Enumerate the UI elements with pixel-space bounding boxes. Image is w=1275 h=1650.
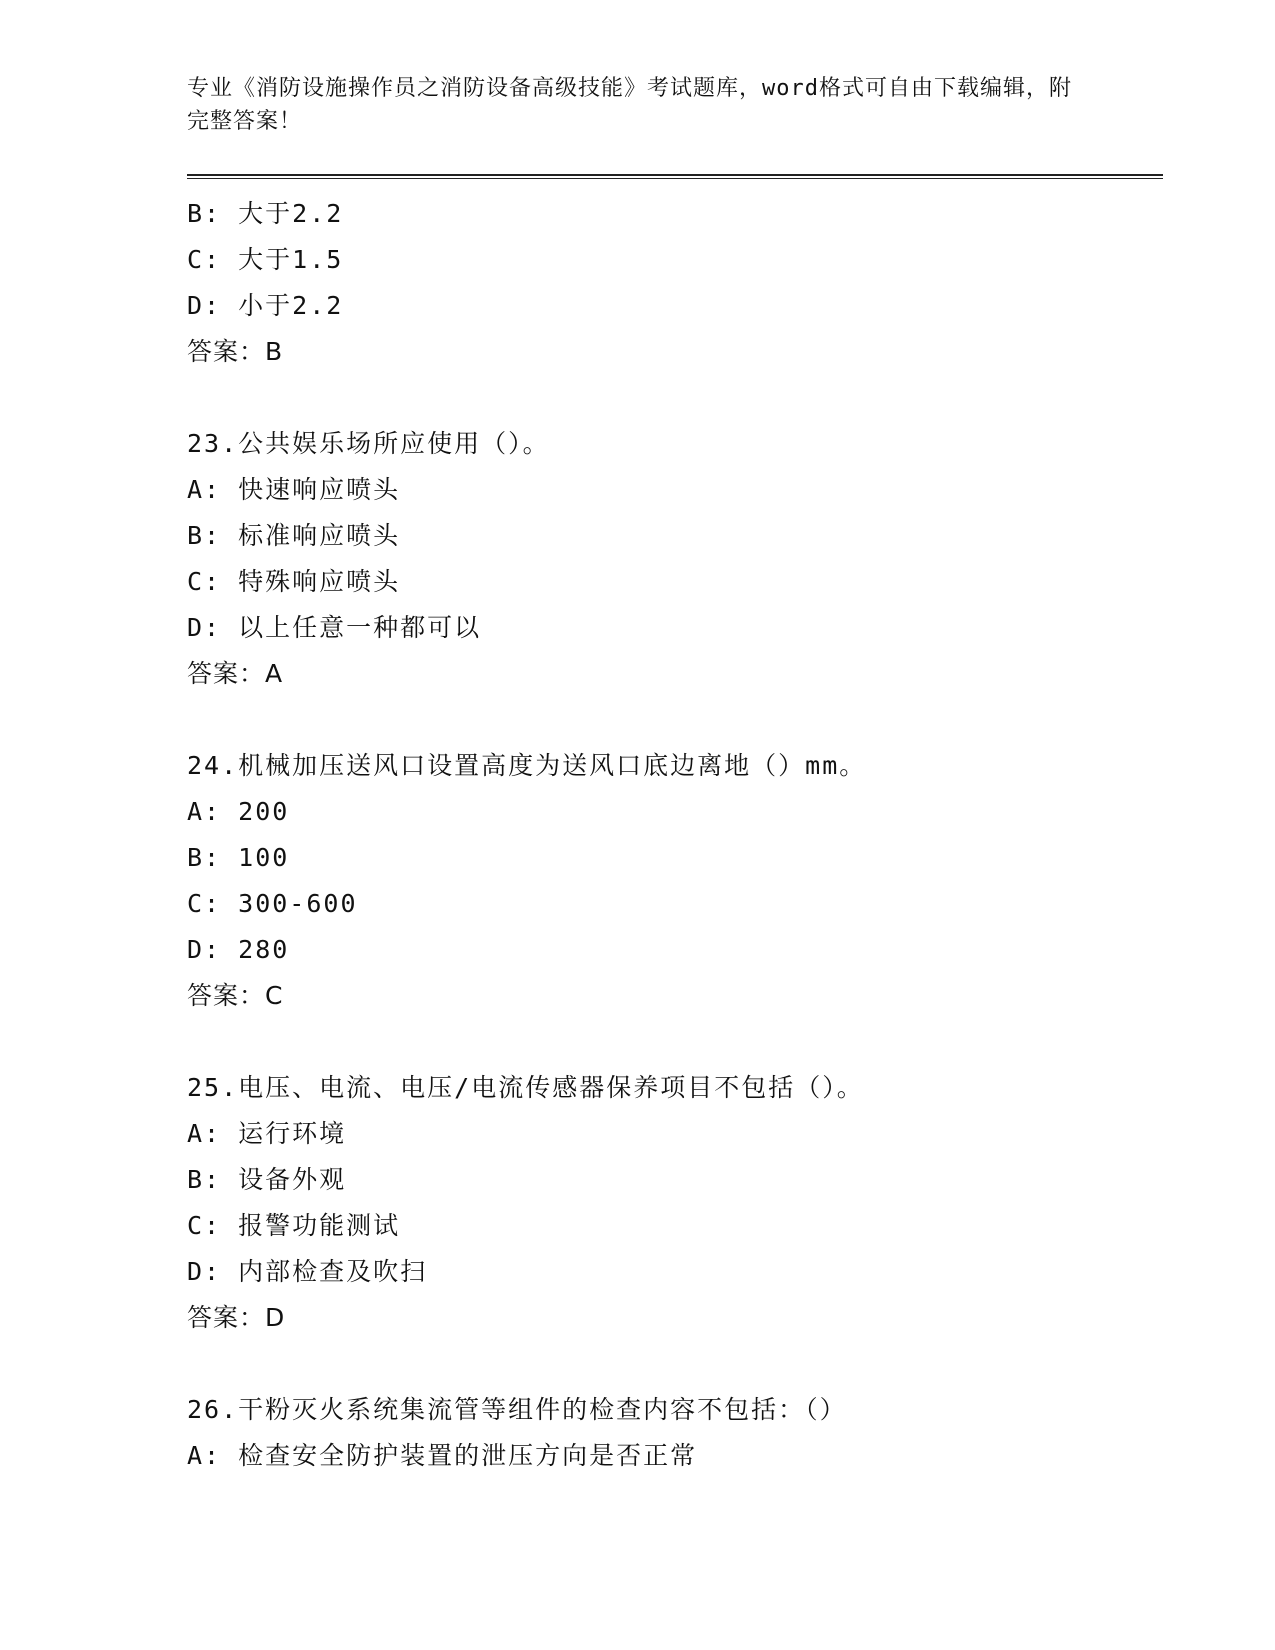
answer-line: 答案：A: [187, 659, 284, 688]
question-24: [187, 743, 1163, 1019]
option-d: D: 280: [187, 935, 290, 964]
document-page: [187, 72, 1163, 1479]
option-a: A: 200: [187, 797, 290, 826]
question-stem: 25.电压、电流、电压/电流传感器保养项目不包括（）。: [187, 1073, 864, 1102]
option-a: A: 运行环境: [187, 1119, 347, 1148]
option-b: B: 大于2.2: [187, 199, 344, 228]
answer-line: 答案：C: [187, 981, 284, 1010]
option-d: D: 内部检查及吹扫: [187, 1257, 428, 1286]
option-b: B: 标准响应喷头: [187, 521, 401, 550]
question-22-continued: [187, 191, 1163, 375]
document-header: 专业《消防设施操作员之消防设备高级技能》考试题库，word格式可自由下载编辑，附完整答案！: [187, 76, 1072, 134]
option-c: C: 报警功能测试: [187, 1211, 401, 1240]
option-c: C: 大于1.5: [187, 245, 344, 274]
option-b: B: 设备外观: [187, 1165, 347, 1194]
answer-line: 答案：B: [187, 337, 284, 366]
question-stem: 23.公共娱乐场所应使用（）。: [187, 429, 550, 458]
question-stem: 26.干粉灭火系统集流管等组件的检查内容不包括：（）: [187, 1395, 847, 1424]
option-c: C: 特殊响应喷头: [187, 567, 401, 596]
option-c: C: 300-600: [187, 889, 358, 918]
question-stem: 24.机械加压送风口设置高度为送风口底边离地（）mm。: [187, 751, 867, 780]
option-b: B: 100: [187, 843, 290, 872]
option-a: A: 快速响应喷头: [187, 475, 401, 504]
question-list: [187, 191, 1163, 1479]
answer-line: 答案：D: [187, 1303, 286, 1332]
option-d: D: 以上任意一种都可以: [187, 613, 482, 642]
question-25: [187, 1065, 1163, 1341]
option-a: A: 检查安全防护装置的泄压方向是否正常: [187, 1441, 698, 1470]
header-divider: [187, 174, 1163, 179]
option-d: D: 小于2.2: [187, 291, 344, 320]
question-26: [187, 1387, 1163, 1479]
question-23: [187, 421, 1163, 697]
